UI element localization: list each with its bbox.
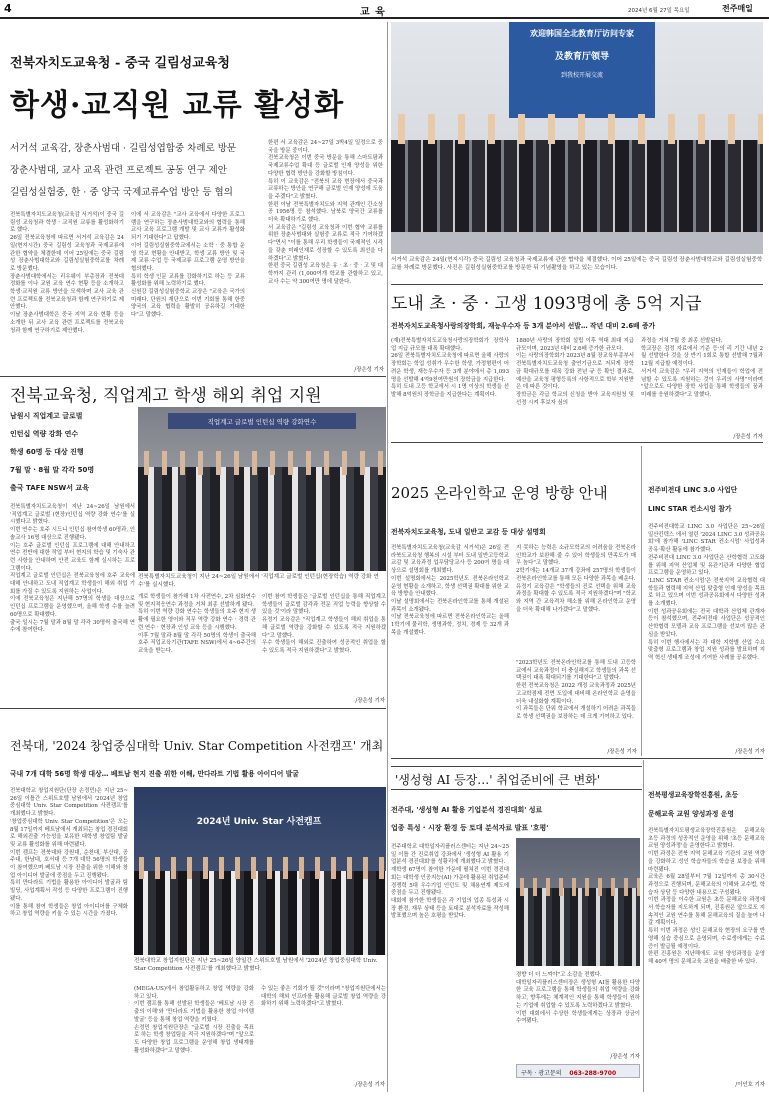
article6-subhead: 국내 7개 대학 56명 학생 대상… 베트남 현지 진출 위한 이해, 만다라트 기법 활용 아이디어 발굴	[10, 770, 299, 778]
paper-name: 전주매일	[722, 4, 753, 13]
article1-headline: 학생·교직원 교류 활성화	[10, 88, 345, 123]
article6-body-col3: 수 있는 좋은 기회가 될 것"이라며 "창업지원단에서는 대학의 해외 인프라를 활용해 글로벌 창업 역량을 강화하기 위해 노력하겠다"고 밝혔다.	[261, 986, 388, 1008]
article1-subhead-3: 길림성실험중, 한 · 중 양국 국제교류수업 방안 등 협의	[10, 187, 233, 198]
article3-subhead-1: 남원시 직업계고 글로벌	[10, 412, 83, 420]
article4-body-col2: 지 못하는 능력은 소규모학교의 어려움을 전북온라인학교가 보완해 줄 수 있어 학생들의 만족도가 매우 높다"고 말했다. 2학기에는 14개교 37개 강좌에 257명의 학생들이 전북온라인학교를 통해 모든 다양한 과목을 배운다. 유정기 교육감은 "학생들의 진로 선택을 위해 교육과정을 확대할 수 있도록 적극 지원하겠다"며 "학교와 지역 간 교육격차 해소를 위해 온라인학교 운영을 더욱 확대해 나가겠다"고 말했다.	[516, 545, 636, 613]
article3-body-col3: 이번 참여 학생들은 '글로벌 인턴십을 통해 직업계고 학생들이 글로벌 감각과 전문 직업 능력을 향상할 수 있을 것'이라 말했다. 유정기 교육감은 "직업계고 학생들이 해외 취업을 통해 글로벌 역량을 강화할 수 있도록 적극 지원하겠다"고 말했다. 우수 학생들이 해외로 진출하여 성공적인 취업을 할 수 있도록 적극 지원하겠다"고 밝혔다.	[262, 594, 386, 654]
article7-photo	[516, 838, 640, 966]
photo-banner-3: 2024년 Univ. Star 사전캠프	[196, 817, 322, 827]
ad-phone: 063-288-9700	[569, 1070, 617, 1077]
article6-photo	[134, 787, 386, 955]
article5-subhead: LINC STAR 컨소시엄 참가	[648, 505, 732, 513]
article1-caption: 서거석 교육감은 24일(현지시각) 중국 길림성 교육청과 국제교류에 관한 협약을 체결했다. 이어 25일에는 중국 길림성 장춘사범대학교와 길림성실험중학교를 차례로 방문했다. 사진은 길림성실험중학교를 방문한 뒤 기념촬영을 하고 있는 모습이다.	[391, 257, 763, 271]
article7-byline: /장은성 기자	[610, 1054, 640, 1060]
article1-body-col1: 전북특별자치도교육청(교육감 서거석)이 중국 길림성 교육청과 학생 · 교직원 교류를 활성화하기로 했다. 26일 전북교육청에 따르면 서거석 교육감은 24일(현지시간) 중국 길림성 교육청과 국제교류에 관한 협약을 체결한데 이어 25일에는 중국 길림성 장춘사범대학교와 길림성실험중학교를 차례로 방문했다. 장춘사범대학에서는 리우웨이 부총장과 전북대 정화를 이나 교원 교육 연수 현황 등을 소개하고 학생·교직원 교류 방안을 모색하며 교사 교육 관련 프로젝트를 전북교육청과 함께 연구하기로 제안했다. 이날 장춘사범대학은 중국 지역 교육 현황 등을 소개한 뒤 교사 교육 관련 프로젝트를 전북교육청과 함께 연구하기로 제안했다.	[10, 212, 124, 334]
article2-subhead: 전북자치도교육청사랑의장학회, 재능우수자 등 3개 분야서 선발… 작년 대비 2.6배 증가	[391, 322, 656, 330]
photo-banner-2: 직업계고 글로벌 인턴십 역량 강화연수	[168, 413, 356, 429]
article6-byline: /장은성 기자	[355, 1082, 385, 1088]
article5-byline: /장은성 기자	[735, 749, 765, 755]
ad-label: 구독 · 광고문의	[521, 1070, 562, 1077]
article4-headline: 2025 온라인학교 운영 방향 안내	[391, 484, 608, 502]
article3-subhead-3: 학생 60명 등 대상 진행	[10, 448, 84, 456]
article1-byline: /장은성 기자	[354, 367, 384, 373]
article1-subhead-2: 장춘사범대, 교사 교육 관련 프로젝트 공동 연구 제안	[10, 165, 227, 176]
article3-body-col1: 전북특별자치도교육청이 지난 24~26일 남원에서 '직업계고 글로벌 (현장)인턴십 역량 강화 연수'를 실시했다고 밝혔다. 이번 연수는 호주 시드니 인턴십 참여학생 60명과, 인솔교사 16명 대상으로 진행됐다. 이는 호주 글로벌 인턴십 프로그램에 대해 안내하고 연수 전반에 대한 작업 부터 현지의 학습 및 기숙사 관련 사항을 안내하며 안전 교육도 함께 실시하는 프로그램이다. 직업계고 글로벌 인턴십은 전북교육청에 호주 교육에 대해 안내하고 도내 직업계고 학생들이 해외 취업 기회를 가질 수 있도록 지원하는 사업이다. 이에 전북교육청은 지난해 57명의 학생을 대상으로 인턴십 프로그램을 운영했으며, 올해 학생 수를 늘려 60명으로 확대했다. 출국 일시는 7월 말과 8월 말 각각 30명씩 출국해 연수에 참여한다.	[10, 504, 135, 634]
section-label: 교 육	[360, 7, 386, 18]
article7-body-col2: 경향 더 더 느껴야"고 소감을 전했다. 대학일자리플러스센터장은 생성형 AI를 활용한 다양한 교육 프로그램을 통해 학생들의 취업 역량을 강화하고, 향후에는 체계적인 지원을 통해 학생들이 원하는 기업에 취업할 수 있도록 노력하겠다고 밝혔다. 이번 대회에서 수상한 학생들에게는 상장과 상금이 수여됐다.	[516, 972, 640, 1025]
article1-body-col3: 한편 서 교육감은 24~27일 3박4일 일정으로 중국을 방문 중이다. 전북교육청은 이번 중국 방문을 통해 스마트팜과 국제교류수업 확대 등 글로벌 인재 양성을 위한 다양한 협력 방안을 강화할 방침이다. 특히 이 교육감은 "전북의 교육 현장에서 중국과 교류하는 방안을 연구해 글로벌 인재 양성에 도움을 주겠다"고 밝혔다. 한편 이날 전북특별자치도와 지역 관계인 간소상공 1956명 등 참석했다. 남북로 양국간 교류를 더욱 확대하기로 했다. 서 교육감은 "길림성 교육청과 이번 협약 교류를 위한 장춘사범대와 실험중 교류로 적극 기여하겠다"면서 "이를 통해 우리 학생들이 국제적인 시각을 갖춘 미래인재로 성장할 수 있도록 최선을 다하겠다"고 밝혔다. 한편 중국 길림성 교육청은 유 · 초 · 중 · 고 및 대학까지 관리 (1,000여개 학교를 관할하고 있고, 교사 수는 약 300여만 명에 달한다.	[268, 140, 383, 285]
article2-body-col3: 과정을 거쳐 7월 중 최종 선발된다. 학교장은 검정 자료에서 기준 등·의 리 기간 내년 2월 선발한다 것을 상 반기 1회로 통합 선발해 7월과 12월 지급할 예정이다. 서거석 교육감은 "우리 지역의 인재들이 학업에 전념할 수 있도록 지원하는 것이 우리의 사명"이라며 "앞으로도 다양한 장학 사업을 통해 학생들의 꿈과 미래를 응원하겠다"고 말했다.	[641, 338, 763, 398]
article4-body-col1: 전북특별자치도교육청(교육감 서거석)은 26일 전라북도교육청 행복의 시설 부터 도내 일반고등학교 교감 및 교육과정 업무담당교사 등 200여 명을 대상으로 설명회를 개최했다. 이번 설명회에서는 2025학년도 전북온라인학교 운영 현황을 소개하고, 학생 선택권 확대를 위한 교육 방향을 안내했다. 이날 설명회에서는 전북온라인학교를 통해 개설된 과목이 소개됐다. 이날 전북교육청에 따르면 전북온라인학교는 올해 1학기에 물리학, 생명과학, 정치, 경제 등 32개 과목을 개설했다.	[391, 545, 509, 636]
article1-photo	[391, 22, 763, 254]
article8-byline: /이인호 기자	[735, 1082, 765, 1088]
article1-kicker: 전북자치도교육청 - 중국 길림성교육청	[10, 56, 230, 71]
article7-headline: '생성형 AI 등장…' 취업준비에 큰 변화'	[395, 773, 601, 787]
column-divider-3	[643, 760, 644, 1092]
rule-3	[391, 442, 763, 443]
page-number: 4	[4, 2, 12, 15]
article6-body-col2: (MEGA-US)에서 참업활동하고 창업 역량을 강화하고 있다. 이번 캠프를 통해 선발된 학생들은 '베트남 시장 진출의 이해'와 '만다라트 기법을 활용한 창업 아이템 발굴' 등을 통해 창업 역량을 키웠다. 손정민 창업지원단장은 "글로벌 시장 진출을 목표로 하는 학생 창업팀을 적극 지원하겠다"며 "앞으로도 다양한 창업 프로그램을 운영해 창업 생태계를 활성화하겠다"고 말했다.	[134, 986, 254, 1054]
article5-body: 전주비전대학교 LINC 3.0 사업단은 25~26일 일산킨텍스 에서 열린 '2024 LINC 3.0 성과공유회'에 참가해 'LINC STAR 컨소시엄' 사업성과 공유·확산 활동에 참가했다. 전주비전대 LINC 3.0 사업단은 산학협력 고도화를 위해 지역 산업체 및 유관기관과 다양한 협업 프로그램을 운영하고 있다. 'LINC STAR 컨소시엄'은 전북지역 교육협력 대학들과 협력해 지역 산업 맞춤형 인재 양성을 목표로 하고 있으며 이번 성과공유회에서 다양한 성과를 소개했다. 이번 성과공유회에는 전국 대학과 산업체 관계자 등이 참석했으며, 전주비전대 사업단은 성공적인 산학협력 모델과 교육 프로그램을 선보여 많은 관심을 받았다. 특히 이번 행사에서는 각 대학 지학별 산업 수요 맞춤형 프로그램과 창업 지원 성과를 발표하며 지역 혁신 생태계 조성에 기여한 사례를 공유했다.	[648, 524, 765, 661]
article4-body-col3: "2023학년도 전북온라인학교를 통해 도내 고등학교에서 교육과정이 더 충실해지고 학생들의 과목 선택권이 대폭 확대되기를 기대한다"고 말했다. 한편 전북교육청은 2022 개정 교육과정과 2025년 고교학점제 전면 도입에 대비해 온라인학교 운영을 더욱 내실화할 계획이다. 이 과목들은 단위 학교에서 개설하기 어려운 과목들로 학생 선택권을 보장하는 데 크게 기여하고 있다.	[516, 660, 636, 720]
article8-subhead: 문해교육 교원 양성과정 운영	[648, 810, 734, 818]
header-rule	[0, 17, 769, 19]
article7-body-col1: 전주대학교 대학일자리플러스센터는 지난 24~25일 이틀 간 진로취업 강좌에서 '생성형 AI 활용 기업분석 경진대회'를 성황리에 개최했다고 밝혔다. 재학생 67명이 참여한 가운데 펼쳐진 이번 경진대회는 대학생 인공지능(AI) 가운데 활용된 취업준비 경쟁력 5대 우수기업 인턴도 및 채용연계 제도에 중점을 두고 진행됐다. 대회에 참가한 학생들은 각 기업의 업종 특성과 시장 환경, 재무 상태 등을 토대로 분석자료를 작성해 발표했으며 높은 호평을 받았다.	[391, 844, 509, 920]
article7-subhead-1: 전주대, '생성형 AI 활용 기업분석 경진대회' 성료	[391, 806, 543, 814]
article5-headline: 전주비전대 LINC 3.0 사업단	[648, 486, 738, 494]
photo-banner	[509, 22, 655, 118]
column-divider	[387, 22, 388, 1092]
article6-caption: 전북대학교 창업지원단은 지난 25~26일 양일간 스위트호텔 남원에서 '2024년 창업중심대학 Univ. Star Competition 사전캠프'를 개최했다고 밝혔다.	[134, 958, 380, 972]
article4-byline: /장은성 기자	[607, 749, 637, 755]
article3-photo	[138, 407, 386, 571]
article6-body-col1: 전북대학교 창업지원단(단장 손정민)은 지난 25~26일 이틀간 스위트호텔 남원에서 '2024년 창업중심대학 Univ. Star Competition 사전캠프'를 개최했다고 밝혔다. '창업중심대학 Univ. Star Competition'은 오는 8월 17일까지 베트남에서 개최되는 창업 경진대회로 해외진출 가능성을 보유한 대학생 창업팀 발굴 및 교류 활성화를 위해 마련됐다. 이번 캠프는 전북대와 강원대, 순천대, 부산대, 공주대, 한남대, 호서대 등 7개 대학 56명의 학생들이 참여했으며 베트남 시장 진출을 위한 이해와 창업 아이디어 발굴에 중점을 두고 진행됐다. 특히 만다라트 기법을 활용한 아이디어 발굴과 팀 빌딩, 사업계획서 작성 등 다양한 프로그램이 진행됐다. 이를 통해 참여 학생들은 창업 아이디어를 구체화하고 창업 역량을 키울 수 있는 시간을 가졌다.	[10, 788, 128, 918]
subscription-ad	[516, 1064, 640, 1078]
banner-line-3: 到我校开展交流	[560, 72, 603, 79]
rule-4	[391, 758, 763, 759]
article2-headline: 도내 초 · 중 · 고생 1093명에 총 5억 지급	[391, 294, 702, 314]
rule-2	[0, 376, 386, 377]
rule-5	[0, 708, 386, 709]
article1-body-col2: 이에 서 교육감은 "교사 교육에서 다양한 프로그램을 연구하는 장춘사범대학교와의 협력을 통해 교사 교육 프로그램 개발 및 교사 교류가 활성화되기 기대한다"고 답했다. 이어 길림성실험중학교에서는 소학 · 중 통합 운영 학교 현황을 안내받고, 학생 교류 방안 및 국제 교류 수업 등 국제교류 프로그램 운영 방안을 협의했다. 특히 학생 인문 교류를 강화하기로 하는 등 교류 활성화를 위해 노력하기로 했다. 신원강 길림성실험중학교 교장은 "교육은 국가의 미래다. 단원의 재단으로 이번 기회를 통해 한중 양국의 교육 협력을 활발히 공유하길 기대한다"고 말했다.	[131, 212, 245, 319]
article3-subhead-5: 출국 TAFE NSW서 교육	[10, 484, 89, 492]
article3-body-col2: 개로 학생들이 참가해 1차 사전연수, 2차 심화연수 및 현지적응연수 과정을 거쳐 최종 선발하게 됐다. 특히 이번 역량 강화 연수는 학생들의 호주 현지 생활에 필요한 영어와 직무 역량 강화 연수 · 경력 관련 연수 · 현장과 인성 교육 등을 시행했다. 이후 7월 말과 8월 말 각각 50명의 학생이 출국해 호주 직업교육기관(TAFE NSW)에서 4~6주간의 교육을 받는다.	[138, 594, 256, 654]
article2-body-col2: 1880년 사랑의 장학회 설립 이후 역대 최대 지급규모이며, 2023년 대비 2.6배 증가한 규모다. 이는 사랑의장학회가 2023년 8월 장교육부종부서 전북특별자치도교육청 출연기금으로 저되게 장학금 확대규모를 대폭 강화 전년 규 등 확인 결과로, 예산을 교육청 평형등록의 사항적으로 학부 지원받은 데 따른 것이다. 장학금은 각급 학교의 신청을 받아 교육지원청 및 선정 시켜 후보자 심의	[516, 338, 634, 406]
article7-headline-box	[391, 766, 642, 790]
article3-caption: 전북특별자치도교육청이 지난 24~26일 남원에서 '직업계고 글로벌 인턴십(현장학습) 역량 강화 연수'를 실시했다.	[138, 574, 379, 588]
banner-line-2: 及教育厅领导	[554, 52, 609, 62]
article8-headline: 전북평생교육장학진흥원, 초등	[648, 791, 739, 799]
banner-line-1: 欢迎韩国全北教育厅访问专家	[530, 29, 634, 38]
article3-byline: /장은성 기자	[355, 698, 385, 704]
article8-body: 전북특별자치도평생교육장학진흥원은 문해교육 초등 과정의 성공적인 운영을 위해 '초등 문해교육 교원 양성과정'을 운영한다고 밝혔다. 이번 과정은 전북 지역 문해교육 기관의 교원 역량을 강화하고 성인 학습자들의 학습권 보장을 위해 마련됐다. 교육은 6월 28일부터 7월 12일까지 총 30시간 과정으로 진행되며, 문해교육의 이해와 교수법, 학습자 상담 등 다양한 내용으로 구성됐다. 이번 과정을 이수한 교원은 초등 문해교육 과정에서 학습자를 지도하게 되며, 진흥원은 앞으로도 지속적인 교원 연수를 통해 문해교육의 질을 높여 나갈 계획이다. 특히 이번 과정은 성인 문해교육 현장의 요구를 반영해 실습 중심으로 운영되며, 수료생에게는 수료증이 발급될 예정이다. 한편 진흥원은 지난해에도 교원 양성과정을 운영해 40여 명의 문해교육 교원을 배출한 바 있다.	[648, 828, 765, 965]
article2-body-col1: (재)전북특별자치도교육청사랑의장학회가 장학사업 지급 규모를 대폭 확대했다. 26일 전북특별자치도교육청에 따르면 올해 사랑의장학회는 학업 성취가 우수한 학생, 가정형편이 어려운 학생, 재능우수자 등 3개 분야에서 총 1,093명을 선발해 4억9천여만원의 장학금을 지급한다. 특히 도내 고등 학교에서 시 1명 이상의 학생을 선발해 8억원의 장학금을 지급한다는 계획이다.	[391, 338, 509, 398]
article3-subhead-2: 인턴십 역량 강화 연수	[10, 430, 79, 438]
article7-subhead-2: 업종 특성 · 시장 환경 등 토대 분석자료 발표 '호평'	[391, 824, 549, 832]
issue-date: 2024년 6월 27일 목요일	[628, 8, 690, 14]
column-divider-2	[641, 446, 642, 756]
article6-headline: 전북대, '2024 창업중심대학 Univ. Star Competition 사전캠프' 개최	[10, 739, 384, 753]
article3-headline: 전북교육청, 직업계고 학생 해외 취업 지원	[10, 386, 322, 406]
article3-subhead-4: 7월 말 · 8월 말 각각 50명	[10, 466, 95, 474]
article2-byline: /장은성 기자	[733, 434, 763, 440]
article1-subhead-1: 서거석 교육감, 장춘사범대 · 길림성엽합중 차례로 방문	[10, 143, 237, 154]
article4-subhead: 전북자치도교육청, 도내 일반고 교감 등 대상 설명회	[391, 528, 546, 536]
rule-1	[391, 284, 763, 285]
